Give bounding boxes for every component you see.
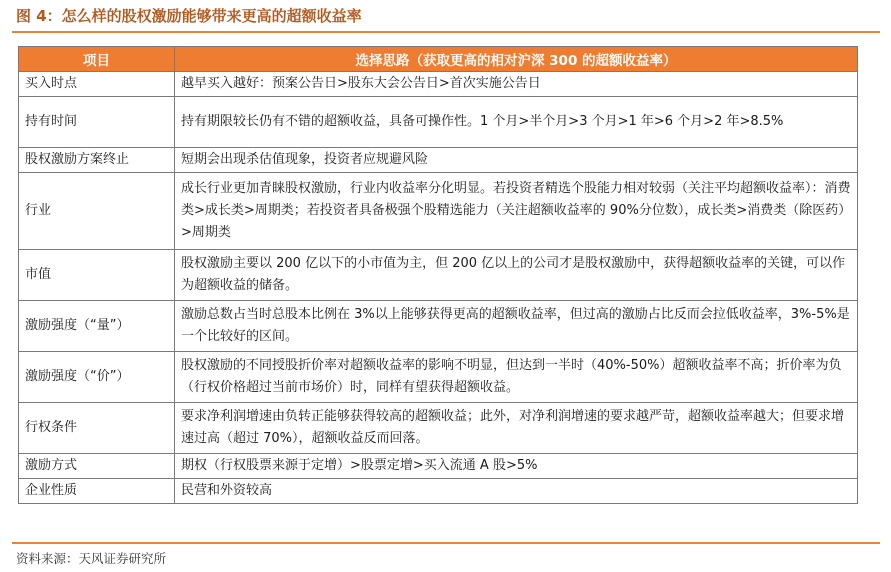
table-row (19, 173, 858, 250)
row-item: 买入时点 (19, 72, 175, 97)
table-row (19, 301, 858, 352)
row-detail: 成长行业更加青睐股权激励，行业内收益率分化明显。若投资者精选个股能力相对较弱（关注平均超额收益率）：消费类>成长类>周期类；若投资者具备极强个股精选能力（关注超额收益率的 90%分位数），成长类>消费类（除医药）>周期类 (175, 173, 858, 250)
row-detail: 越早买入越好：预案公告日>股东大会公告日>首次实施公告日 (175, 72, 858, 97)
header-selection-approach: 选择思路（获取更高的相对沪深 300 的超额收益率） (175, 47, 858, 72)
row-detail: 民营和外资较高 (175, 479, 858, 504)
row-item: 激励强度（“量”） (19, 301, 175, 352)
row-item: 激励强度（“价”） (19, 352, 175, 403)
row-detail: 短期会出现杀估值现象，投资者应规避风险 (175, 148, 858, 173)
header-item: 项目 (19, 47, 175, 72)
row-item: 激励方式 (19, 454, 175, 479)
table-row (19, 72, 858, 97)
strategy-table (18, 46, 858, 504)
row-detail: 激励总数占当时总股本比例在 3%以上能够获得更高的超额收益率，但过高的激励占比反而会拉低收益率，3%-5%是一个比较好的区间。 (175, 301, 858, 352)
table-row (19, 250, 858, 301)
row-detail: 持有期限较长仍有不错的超额收益，具备可操作性。1 个月>半个月>3 个月>1 年>6 个月>2 年>8.5% (175, 97, 858, 148)
table-row (19, 479, 858, 504)
table-header-row (19, 47, 858, 72)
row-item: 行权条件 (19, 403, 175, 454)
row-item: 股权激励方案终止 (19, 148, 175, 173)
top-rule (12, 31, 880, 33)
row-item: 企业性质 (19, 479, 175, 504)
table-row (19, 403, 858, 454)
row-item: 行业 (19, 173, 175, 250)
row-item: 持有时间 (19, 97, 175, 148)
row-detail: 股权激励的不同授股折价率对超额收益率的影响不明显，但达到一半时（40%-50%）超额收益率不高；折价率为负（行权价格超过当前市场价）时，同样有望获得超额收益。 (175, 352, 858, 403)
source-note: 资料来源：天风证券研究所 (16, 551, 167, 566)
row-item: 市值 (19, 250, 175, 301)
table-row (19, 352, 858, 403)
table-row (19, 454, 858, 479)
figure-title: 图 4：怎么样的股权激励能够带来更高的超额收益率 (16, 7, 362, 25)
row-detail: 期权（行权股票来源于定增）>股票定增>买入流通 A 股>5% (175, 454, 858, 479)
row-detail: 要求净利润增速由负转正能够获得较高的超额收益；此外，对净利润增速的要求越严苛，超额收益率越大；但要求增速过高（超过 70%），超额收益反而回落。 (175, 403, 858, 454)
row-detail: 股权激励主要以 200 亿以下的小市值为主，但 200 亿以上的公司才是股权激励中，获得超额收益率的关键，可以作为超额收益的储备。 (175, 250, 858, 301)
table-row (19, 148, 858, 173)
bottom-rule (12, 542, 880, 544)
table-row (19, 97, 858, 148)
